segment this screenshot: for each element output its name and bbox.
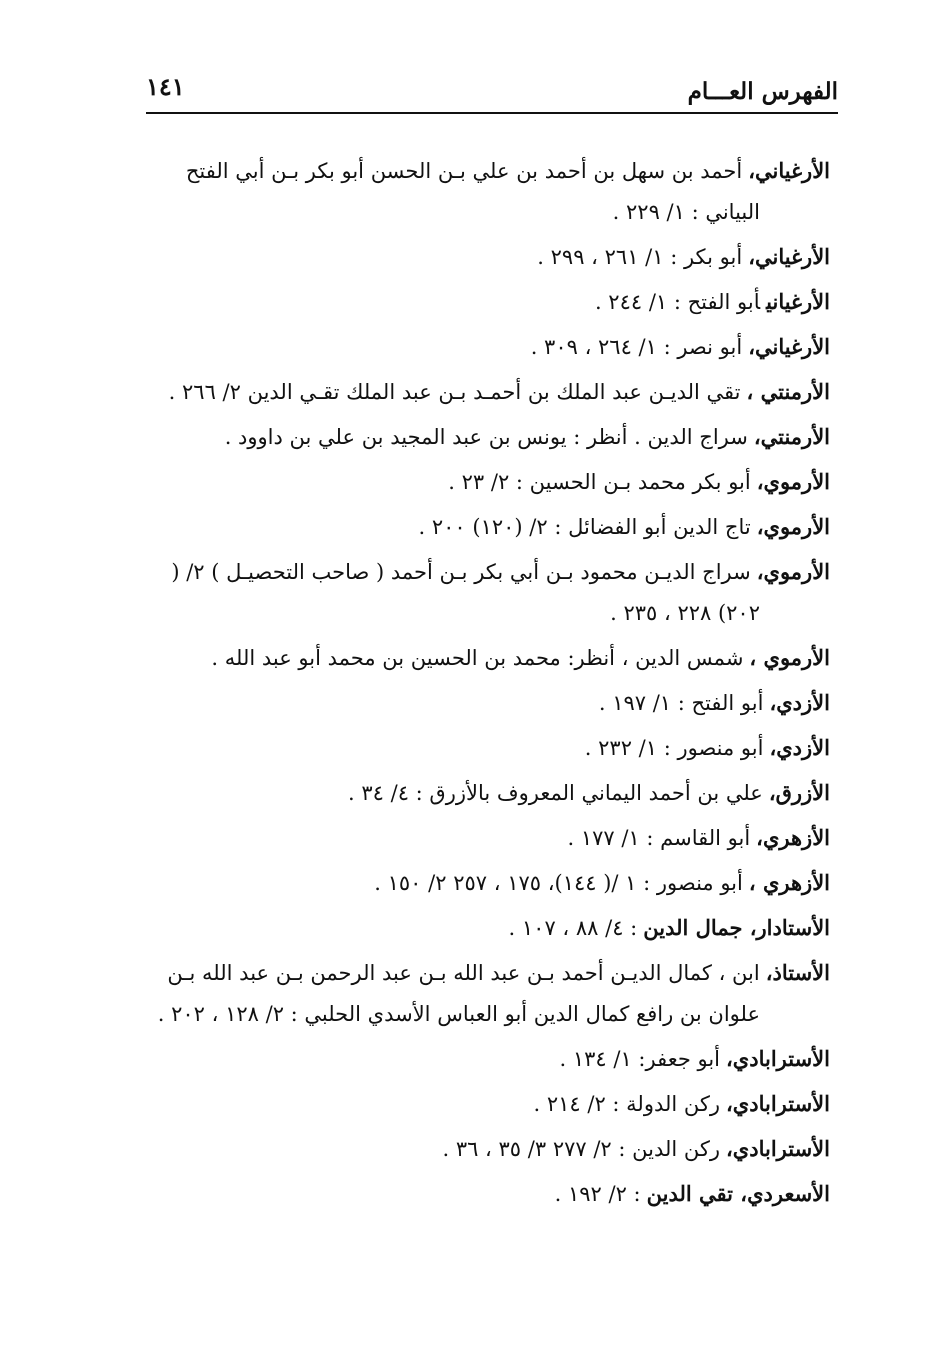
entry-name: الأسترابادي، <box>726 1091 830 1116</box>
entry-name: الأرمنتي، <box>753 424 830 449</box>
index-entry <box>140 150 830 233</box>
entry-text: تقي الديـن عبد الملك بن أحمـد بـن عبد الملك تقـي الدين ٢/ ٢٦٦ . <box>168 380 741 404</box>
entry-text: أبو جعفر: ١/ ١٣٤ . <box>559 1047 721 1071</box>
index-entry <box>140 682 830 724</box>
entry-text: سراج الدين . أنظر : يونس بن عبد المجيد بن علي بن داوود . <box>224 425 748 449</box>
index-entry <box>140 772 830 814</box>
entry-text: أبو منصور : ١ /( ١٤٤)، ١٧٥ ، ٢٥٧ ٢/ ١٥٠ . <box>374 871 743 895</box>
entry-name: الأرغياني، <box>748 158 830 183</box>
index-entry <box>140 907 830 949</box>
entry-text: شمس الدين ، أنظر: محمد بن الحسين بن محمد أبو عبد الله . <box>211 646 744 670</box>
entry-text: علي بن أحمد اليماني المعروف بالأزرق : ٤/ ٣٤ . <box>348 781 763 805</box>
entry-text: تاج الدين أبو الفضائل : ٢/ (١٢٠) ٢٠٠ . <box>418 515 751 539</box>
entry-name: الأزدي، <box>769 735 830 760</box>
entry-text: أبو القاسم : ١/ ١٧٧ . <box>567 826 751 850</box>
index-entry <box>140 371 830 413</box>
index-entry <box>140 416 830 458</box>
index-entry <box>140 236 830 278</box>
entry-text: أبو نصر : ١/ ٢٦٤ ، ٣٠٩ . <box>530 335 743 359</box>
entry-name: الأزهري ، <box>748 870 830 895</box>
index-entry <box>140 862 830 904</box>
entry-name: الأرغياني، <box>748 244 830 269</box>
entry-text: أبو بكر : ١/ ٢٦١ ، ٢٩٩ . <box>537 245 743 269</box>
index-entry <box>140 281 830 323</box>
entry-text: ركن الدين : ٢/ ٢٧٧ ٣/ ٣٥ ، ٣٦ . <box>442 1137 721 1161</box>
entry-name: الأسترابادي، <box>726 1136 830 1161</box>
index-entry <box>140 817 830 859</box>
entry-name: الأرغياني <box>766 289 830 314</box>
index-entry <box>140 637 830 679</box>
index-entry <box>140 952 830 1035</box>
entry-name: الأسعردي، تقي الدين <box>646 1181 830 1206</box>
entry-name: الأرمنتي ، <box>746 379 830 404</box>
entry-name: الأرموي، <box>756 469 830 494</box>
entry-text: أحمد بن سهل بن أحمد بن علي بـن الحسن أبو بكر بـن أبي الفتح البياني : ١/ ٢٢٩ . <box>185 159 760 224</box>
index-entry <box>140 506 830 548</box>
index-entries <box>140 150 830 1218</box>
entry-name: الأرموي، <box>756 559 830 584</box>
entry-name: الأرموي، <box>756 514 830 539</box>
entry-name: الأستاذ، <box>765 960 830 985</box>
entry-text: سراج الديـن محمود بـن أبي بكر بـن أحمد ( صاحب التحصيـل ) ٢/ ( ٢٠٢) ٢٢٨ ، ٢٣٥ . <box>171 560 760 625</box>
entry-text: أبو بكر محمد بـن الحسين : ٢/ ٢٣ . <box>448 470 751 494</box>
index-entry <box>140 1083 830 1125</box>
entry-name: الأزدي، <box>769 690 830 715</box>
index-entry <box>140 461 830 503</box>
index-entry <box>140 727 830 769</box>
entry-name: الأزرق، <box>768 780 830 805</box>
entry-text: أبو الفتح : ١/ ١٩٧ . <box>598 691 764 715</box>
entry-name: الأرغياني، <box>748 334 830 359</box>
page-number: ١٤١ <box>146 72 185 101</box>
entry-text: أبو الفتح : ١/ ٢٤٤ . <box>594 290 761 314</box>
index-entry <box>140 1173 830 1215</box>
index-entry <box>140 326 830 368</box>
entry-text: ابن ، كمال الديـن أحمد بـن عبد الله بـن عبد الرحمن بـن عبد الله بـن علوان بن رافع كمال الدين أبو العباس الأسدي الحلبي : ٢/ ١٢٨ ، ٢٠٢ . <box>157 961 760 1026</box>
entry-text: ركن الدولة : ٢/ ٢١٤ . <box>533 1092 721 1116</box>
entry-text: أبو منصور : ١/ ٢٣٢ . <box>584 736 764 760</box>
index-entry <box>140 1038 830 1080</box>
running-title: الفهرس العـــام <box>687 78 838 105</box>
entry-text: : ٢/ ١٩٢ . <box>554 1182 641 1206</box>
entry-text: : ٤/ ٨٨ ، ١٠٧ . <box>508 916 638 940</box>
entry-name: الأسترابادي، <box>726 1046 830 1071</box>
entry-name: الأزهري، <box>756 825 830 850</box>
page-header <box>146 66 838 114</box>
entry-name: الأرموي ، <box>749 645 830 670</box>
index-entry <box>140 551 830 634</box>
index-entry <box>140 1128 830 1170</box>
entry-name: الأستادار، جمال الدين <box>643 915 830 940</box>
